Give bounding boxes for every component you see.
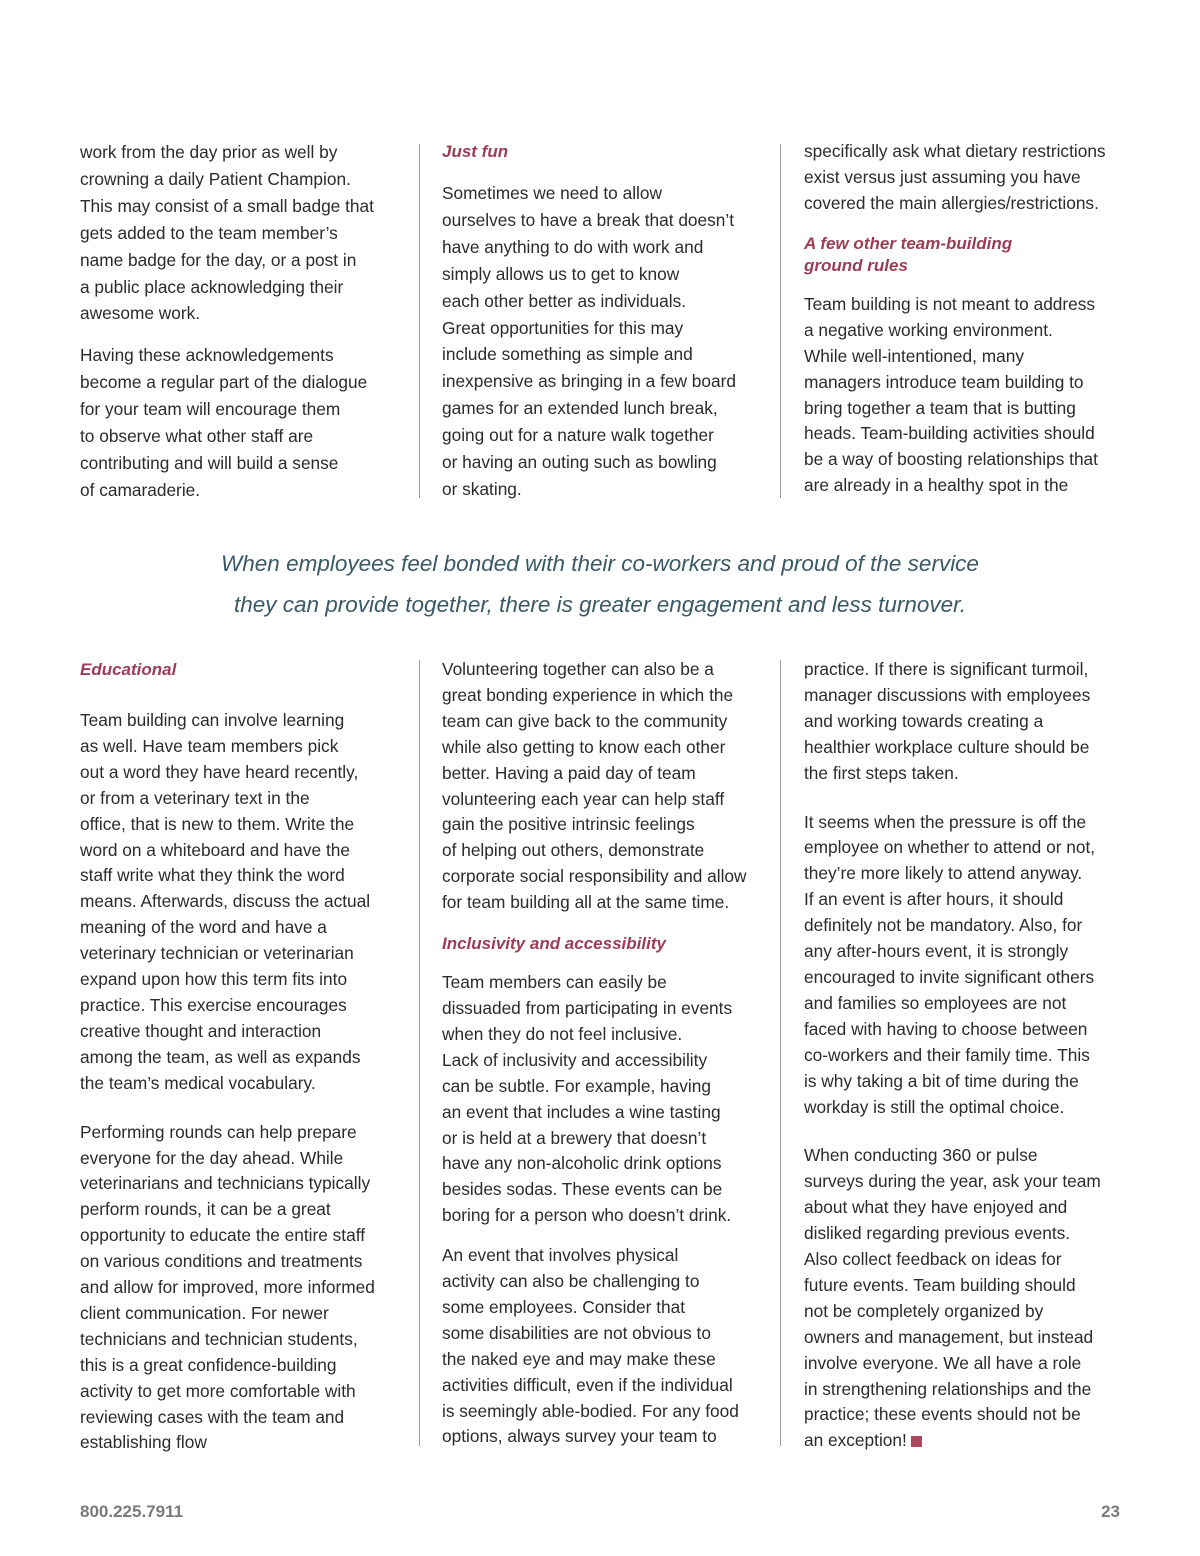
top-column-3 (804, 139, 1122, 499)
paragraph: When conducting 360 or pulse surveys during the year, ask your team about what they have enjoyed and disliked regarding previous events. Also collect feedback on ideas for future events. Team building should not be completely organized by owners and management, but instead involve everyone. We all have a role in strengthening relationships and the practice; these events should not be an exception! (804, 1145, 1101, 1451)
section-heading: Just fun (442, 142, 509, 161)
column-divider (780, 660, 781, 1446)
bottom-column-1 (80, 657, 398, 1456)
paragraph: practice. If there is significant turmoil, manager discussions with employees and working towards creating a healthier workplace culture should be the first steps taken. (804, 659, 1091, 783)
section-heading: Educational (80, 660, 177, 679)
paragraph: An event that involves physical activity can also be challenging to some employees. Consider that some disabilities are not obvious to the naked eye and may make these activities difficult, even if the individual is seemingly able-bodied. For any food options, always survey your team to (442, 1245, 739, 1447)
column-divider (780, 144, 781, 498)
paragraph: Team building can involve learning as well. Have team members pick out a word they have heard recently, or from a veterinary text in the office, that is new to them. Write the word on a whiteboard and have the staff write what they think the word means. Afterwards, discuss the actual meaning of the word and have a veterinary technician or veterinarian expand upon how this term fits into practice. This exercise encourages creative thought and interaction among the team, as well as expands the team’s medical vocabulary. (80, 710, 371, 1093)
pull-quote: When employees feel bonded with their co-workers and proud of the service they can provide together, there is greater engagement and less turnover. (221, 551, 979, 617)
paragraph: work from the day prior as well by crowning a daily Patient Champion. This may consist of a small badge that gets added to the team member’s name badge for the day, or a post in a public place acknowledging their awesome work. (80, 142, 374, 324)
column-divider (419, 144, 420, 498)
footer-phone: 800.225.7911 (80, 1502, 184, 1521)
bottom-column-2 (442, 657, 760, 1450)
end-mark-icon (911, 1436, 922, 1447)
paragraph: Performing rounds can help prepare everyone for the day ahead. While veterinarians and technicians typically perform rounds, it can be a great opportunity to educate the entire staff on various conditions and treatments and allow for improved, more informed client communication. For newer technicians and technician students, this is a great confidence-building activity to get more comfortable with reviewing cases with the team and establishing flow (80, 1121, 375, 1453)
paragraph: It seems when the pressure is off the employee on whether to attend or not, they’re more likely to attend anyway. If an event is after hours, it should definitely not be mandatory. Also, for any after-hours event, it is strongly encouraged to invite significant others and families so employees are not faced with having to choose between co-workers and their family time. This is why taking a bit of time during the workday is still the optimal choice. (804, 811, 1096, 1117)
bottom-column-3 (804, 657, 1122, 1454)
paragraph: Team building is not meant to address a negative working environment. While well-intentioned, many managers introduce team building to bring together a team that is butting heads. Team-building activities should be a way of boosting relationships that are already in a healthy spot in the (804, 294, 1098, 495)
paragraph: Having these acknowledgements become a regular part of the dialogue for your team will encourage them to observe what other staff are contributing and will build a sense of camaraderie. (80, 345, 368, 500)
section-heading: A few other team-building ground rules (804, 234, 1013, 276)
paragraph: specifically ask what dietary restrictions exist versus just assuming you have covered the main allergies/restrictions. (804, 141, 1106, 213)
section-heading: Inclusivity and accessibility (442, 934, 666, 954)
top-column-2 (442, 139, 760, 503)
top-column-1 (80, 139, 398, 504)
page-number: 23 (1101, 1502, 1120, 1521)
paragraph: Sometimes we need to allow ourselves to have a break that doesn’t have anything to do with work and simply allows us to get to know each other better as individuals. Great opportunities for this may include something as simple and inexpensive as bringing in a few board games for an extended lunch break, going out for a nature walk together or having an outing such as bowling or skating. (442, 183, 736, 499)
paragraph: Volunteering together can also be a great bonding experience in which the team can give back to the community while also getting to know each other better. Having a paid day of team volunteering each year can help staff gain the positive intrinsic feelings of helping out others, demonstrate corporate social responsibility and allow for team building all at the same time. (442, 659, 747, 913)
column-divider (419, 660, 420, 1446)
paragraph: Team members can easily be dissuaded from participating in events when they do not feel inclusive. Lack of inclusivity and accessibility can be subtle. For example, having an event that includes a wine tasting or is held at a brewery that doesn’t have any non-alcoholic drink options besides sodas. These events can be boring for a person who doesn’t drink. (442, 972, 733, 1226)
